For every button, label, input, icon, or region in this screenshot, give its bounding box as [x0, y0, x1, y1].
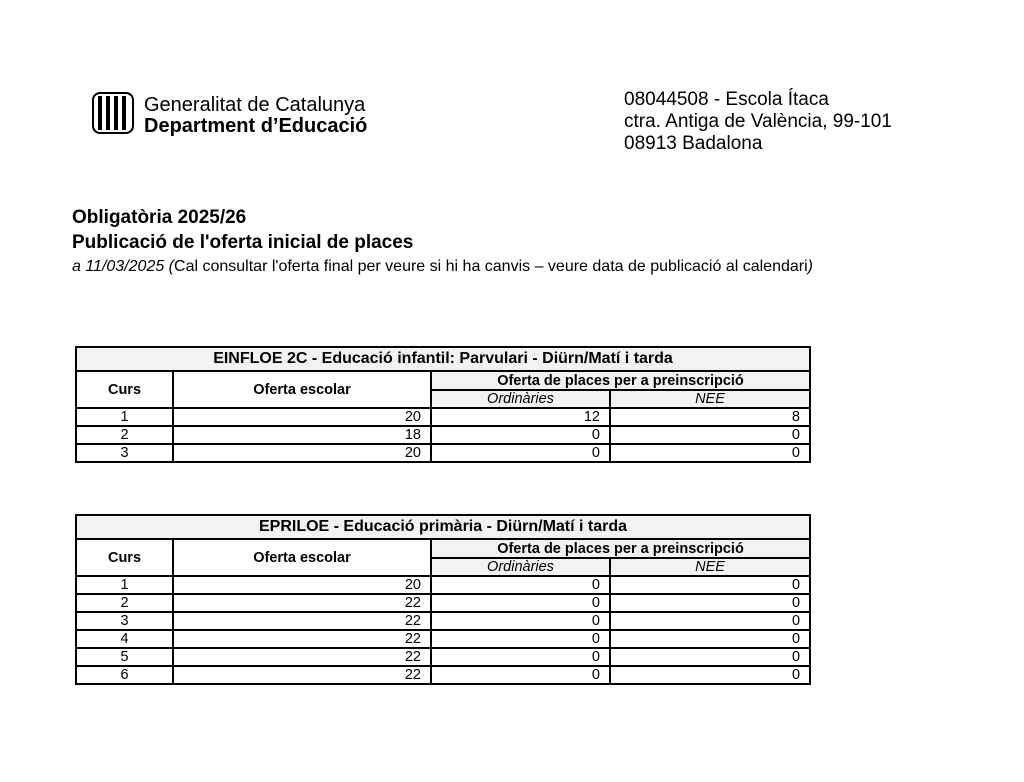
column-header-nee: NEE	[610, 558, 810, 576]
table-row	[76, 426, 810, 444]
cell-oferta: 22	[173, 594, 431, 612]
table-row	[76, 576, 810, 594]
school-city: 08913 Badalona	[624, 133, 763, 154]
cell-nee: 0	[610, 594, 810, 612]
document-heading	[72, 205, 813, 278]
cell-ordinaries: 0	[431, 648, 610, 666]
table-row	[76, 630, 810, 648]
table-row	[76, 594, 810, 612]
cell-nee: 0	[610, 426, 810, 444]
document-subtitle: Publicació de l'oferta inicial de places	[72, 232, 414, 253]
column-header-oferta-escolar: Oferta escolar	[173, 371, 431, 408]
cell-ordinaries: 0	[431, 576, 610, 594]
column-header-ordinaries: Ordinàries	[431, 558, 610, 576]
cell-oferta: 20	[173, 408, 431, 426]
cell-nee: 0	[610, 666, 810, 684]
cell-oferta: 20	[173, 576, 431, 594]
cell-ordinaries: 0	[431, 612, 610, 630]
table-title: EINFLOE 2C - Educació infantil: Parvulari - Diürn/Matí i tarda	[76, 347, 810, 371]
cell-ordinaries: 0	[431, 666, 610, 684]
cell-curs: 1	[76, 408, 173, 426]
note-close: )	[807, 258, 813, 275]
column-header-ordinaries: Ordinàries	[431, 390, 610, 408]
cell-nee: 0	[610, 444, 810, 462]
cell-oferta: 22	[173, 648, 431, 666]
publication-date: a 11/03/2025 (	[72, 258, 175, 275]
cell-oferta: 22	[173, 666, 431, 684]
cell-oferta: 22	[173, 612, 431, 630]
column-header-oferta-escolar: Oferta escolar	[173, 539, 431, 576]
cell-curs: 2	[76, 426, 173, 444]
cell-oferta: 22	[173, 630, 431, 648]
column-header-nee: NEE	[610, 390, 810, 408]
logo	[92, 90, 452, 138]
cell-oferta: 20	[173, 444, 431, 462]
school-info	[624, 89, 892, 155]
cell-ordinaries: 0	[431, 444, 610, 462]
table-row	[76, 408, 810, 426]
cell-nee: 0	[610, 612, 810, 630]
cell-nee: 0	[610, 576, 810, 594]
cell-nee: 0	[610, 648, 810, 666]
column-header-curs: Curs	[76, 539, 173, 576]
cell-curs: 6	[76, 666, 173, 684]
cell-curs: 3	[76, 444, 173, 462]
cell-ordinaries: 0	[431, 594, 610, 612]
table-row	[76, 444, 810, 462]
cell-oferta: 18	[173, 426, 431, 444]
cell-ordinaries: 0	[431, 426, 610, 444]
logo-line-1: Generalitat de Catalunya	[144, 94, 366, 116]
cell-curs: 3	[76, 612, 173, 630]
school-code-name: 08044508 - Escola Ítaca	[624, 89, 829, 110]
document-title: Obligatòria 2025/26	[72, 207, 247, 228]
cell-ordinaries: 0	[431, 630, 610, 648]
offer-table-primaria	[75, 514, 811, 685]
table-row	[76, 666, 810, 684]
cell-curs: 4	[76, 630, 173, 648]
column-header-preinscripcio: Oferta de places per a preinscripció	[431, 539, 810, 558]
school-address: ctra. Antiga de València, 99-101	[624, 111, 892, 132]
note-text: Cal consultar l'oferta final per veure si hi ha canvis – veure data de publicació al calendari	[174, 258, 808, 275]
table-title: EPRILOE - Educació primària - Diürn/Matí i tarda	[76, 515, 810, 539]
cell-curs: 5	[76, 648, 173, 666]
column-header-preinscripcio: Oferta de places per a preinscripció	[431, 371, 810, 390]
cell-nee: 0	[610, 630, 810, 648]
publication-note	[72, 256, 813, 278]
generalitat-emblem-icon	[92, 92, 134, 134]
logo-line-2: Department d’Educació	[144, 115, 368, 137]
table-row	[76, 612, 810, 630]
cell-nee: 8	[610, 408, 810, 426]
offer-table-infantil	[75, 346, 811, 463]
cell-curs: 2	[76, 594, 173, 612]
table-row	[76, 648, 810, 666]
column-header-curs: Curs	[76, 371, 173, 408]
cell-ordinaries: 12	[431, 408, 610, 426]
cell-curs: 1	[76, 576, 173, 594]
